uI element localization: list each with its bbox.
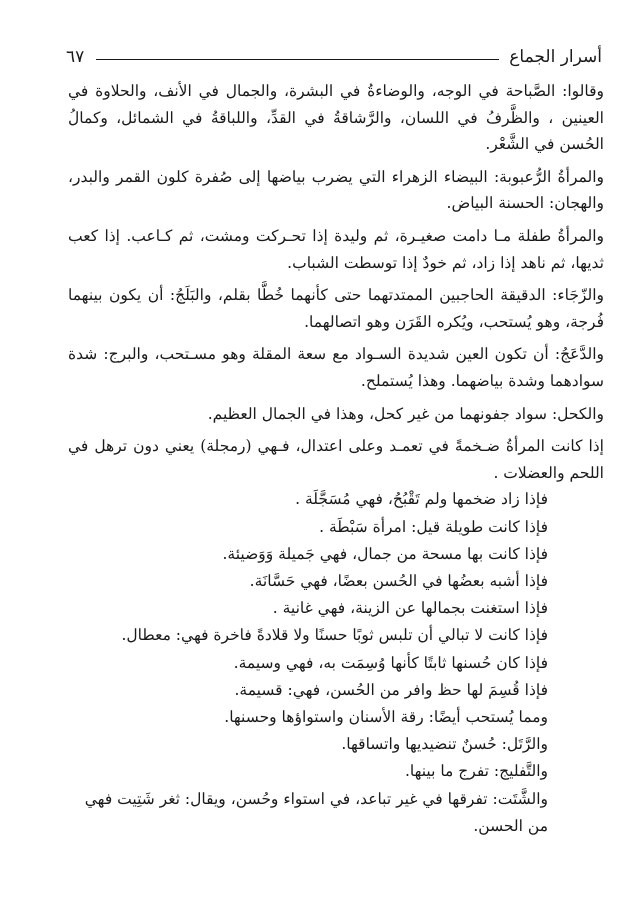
running-title: أسرار الجماع <box>509 47 602 67</box>
sub-list <box>68 486 604 840</box>
paragraph-eyes: والدَّعَجُ: أن تكون العين شديدة السـواد مع سعة المقلة وهو مسـتحب، والبرج: شدة سوادهما وشدة بياضهما. وهذا يُستملح. <box>68 345 604 390</box>
sub-item: فإذا أشبه بعضُها في الحُسن بعضًا، فهي حَسَّانَة. <box>249 571 548 590</box>
sub-item: فإذا قُسِمَ لها حظ وافر من الحُسن، فهي: قسيمة. <box>234 680 548 699</box>
paragraph-ages: والمرأةُ طفلة مـا دامت صغيـرة، ثم وليدة إذا تحـركت ومشت، ثم كـاعب. إذا كعب ثديها، ثم ناهد إذا زاد، ثم خودٌ إذا توسطت الشباب. <box>68 226 604 272</box>
sub-item: فإذا كان حُسنها ثابتًا كأنها وُسِمَت به، فهي وسيمة. <box>233 653 548 672</box>
paragraph-rububa: والمرأةُ الرُّعبوبة: البيضاء الزهراء التي يضرب بياضها إلى صُفرة كلون القمر والبدر، والهجان: الحسنة البياض. <box>68 167 604 213</box>
paragraph-definitions: وقالوا: الصَّباحة في الوجه، والوضاءةُ في البشرة، والجمال في الأنف، والحلاوة في العينين ، والظَّرفُ في اللسان، والرَّشاقةُ في القدِّ، واللباقةُ في الشمائل، وكمالُ الحُسن في الشَّعْر. <box>68 82 604 154</box>
sub-item: والتَّفليج: تفرج ما بينها. <box>404 762 548 781</box>
running-header <box>66 44 602 70</box>
paragraph-eyebrows: والزّجَاء: الدقيقة الحاجبين الممتدتهما حتى كأنهما خُطَّا بقلم، والبَلَجُ: أن يكون بينهما فُرجة، وهو يُستحب، ويُكره القَرَن وهو اتصالهما. <box>68 286 604 331</box>
sub-item: فإذا زاد ضخمها ولم تَقْبُحُ، فهي مُسَجَّلَة . <box>295 490 548 509</box>
header-rule <box>96 59 499 60</box>
page-number: ٦٧ <box>66 47 85 67</box>
sub-item: فإذا كانت بها مسحة من جمال، فهي جَميلة وَوَضيئة. <box>222 544 548 563</box>
sub-item: ومما يُستحب أيضًا: رقة الأسنان واستواؤها وحسنها. <box>224 707 548 726</box>
sub-item: فإذا استغنت بجمالها عن الزينة، فهي غانية . <box>272 599 548 618</box>
sub-item: فإذا كانت طويلة قيل: امرأة سَبْطَة . <box>319 517 548 536</box>
page-body <box>68 78 604 840</box>
paragraph-kohl: والكحل: سواد جفونهما من غير كحل، وهذا في الجمال العظيم. <box>207 404 604 423</box>
sub-item: والشَّتَت: تفرقها في غير تباعد، في استواء وحُسن، ويقال: ثغر شَتِيت فهي من الحسن. <box>84 789 548 835</box>
paragraph-build: إذا كانت المرأةُ ضـخمةً في تعمـد وعلى اعتدال، فـهي (رمجلة) يعني دون ترهل في اللحم والعضلات . <box>68 437 604 482</box>
sub-item: فإذا كانت لا تبالي أن تلبس ثوبًا حسنًا ولا قلادةً فاخرة فهي: معطال. <box>121 626 548 645</box>
sub-item: والرَّتَل: حُسنٌ تنضيديها واتساقها. <box>341 735 548 754</box>
